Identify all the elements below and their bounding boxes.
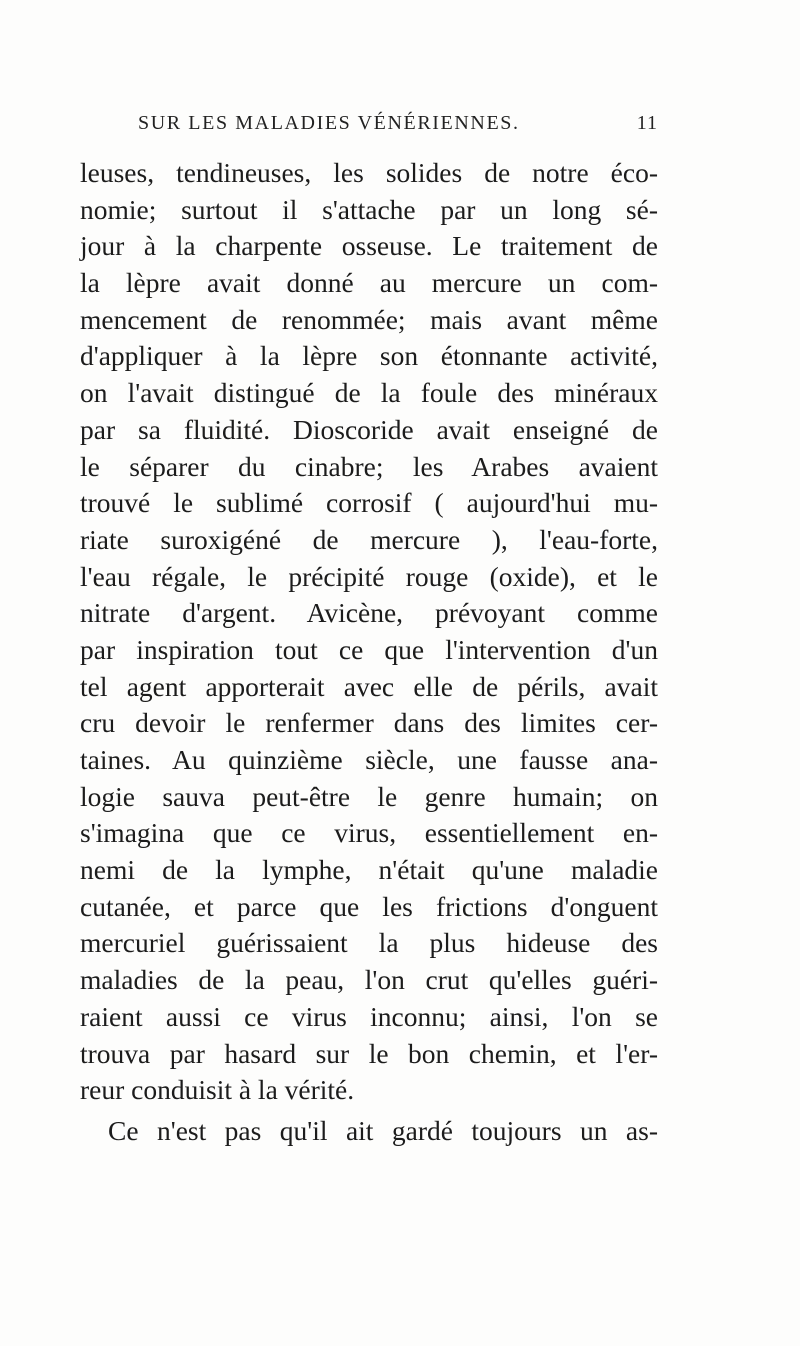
text-line: maladies de la peau, l'on crut qu'elles guéri- (80, 964, 658, 996)
text-line: reur conduisit à la vérité. (80, 1074, 355, 1106)
text-line: Ce n'est pas qu'il ait gardé toujours un as- (108, 1114, 658, 1146)
text-line: mercuriel guérissaient la plus hideuse des (80, 927, 658, 959)
text-line: par sa fluidité. Dioscoride avait enseigné de (80, 413, 658, 445)
text-line: riate suroxigéné de mercure ), l'eau-forte, (80, 523, 658, 555)
text-line: raient aussi ce virus inconnu; ainsi, l'on se (80, 1000, 658, 1032)
body-text (80, 155, 658, 1150)
text-line: nemi de la lymphe, n'était qu'une maladie (80, 854, 658, 886)
page-number: 11 (636, 112, 658, 134)
text-line: l'eau régale, le précipité rouge (oxide), et le (80, 560, 658, 592)
running-head (138, 112, 658, 142)
text-line: on l'avait distingué de la foule des minéraux (80, 377, 658, 409)
paragraph-1 (80, 155, 658, 1109)
running-head-title: SUR LES MALADIES VÉNÉRIENNES. (138, 112, 520, 134)
text-line: par inspiration tout ce que l'intervention d'un (80, 633, 658, 665)
text-line: cutanée, et parce que les frictions d'onguent (80, 890, 658, 922)
text-line: le séparer du cinabre; les Arabes avaient (80, 450, 658, 482)
text-line: jour à la charpente osseuse. Le traitement de (80, 230, 658, 262)
text-line: nomie; surtout il s'attache par un long sé- (80, 193, 658, 225)
text-line: leuses, tendineuses, les solides de notre éco- (80, 157, 658, 188)
text-line: d'appliquer à la lèpre son étonnante activité, (80, 340, 658, 372)
text-line: cru devoir le renfermer dans des limites cer- (80, 707, 658, 739)
text-line: logie sauva peut-être le genre humain; on (80, 780, 658, 812)
text-line: trouva par hasard sur le bon chemin, et l'er- (80, 1037, 658, 1069)
text-line: tel agent apporterait avec elle de périls, avait (80, 670, 658, 702)
text-line: s'imagina que ce virus, essentiellement en- (80, 817, 658, 849)
text-line: trouvé le sublimé corrosif ( aujourd'hui mu- (80, 487, 658, 519)
paragraph-2 (80, 1113, 658, 1150)
text-line: la lèpre avait donné au mercure un com- (80, 267, 658, 299)
text-line: mencement de renommée; mais avant même (80, 303, 658, 335)
text-line: nitrate d'argent. Avicène, prévoyant comme (80, 597, 658, 629)
text-line: taines. Au quinzième siècle, une fausse ana- (80, 744, 658, 775)
